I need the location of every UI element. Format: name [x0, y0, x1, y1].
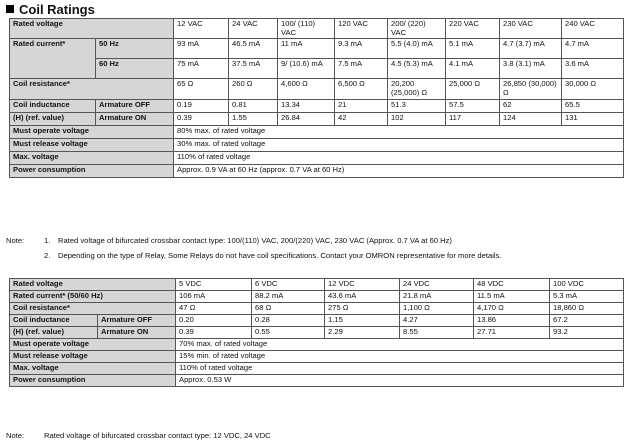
dc-voltage-cell: 5 VDC: [176, 279, 252, 291]
dc-current-cell: 21.8 mA: [400, 291, 474, 303]
dc-must-operate-label: Must operate voltage: [10, 339, 176, 351]
ac-must-operate-label: Must operate voltage: [10, 125, 174, 138]
ac-voltage-cell: 240 VAC: [562, 19, 624, 39]
ac-armature-on-cell: 0.39: [174, 112, 229, 125]
dc-coil-resistance-row: [10, 303, 624, 315]
ac-resistance-cell: 4,600 Ω: [278, 79, 335, 99]
square-bullet-icon: [6, 5, 14, 13]
ac-voltage-cell: 220 VAC: [446, 19, 500, 39]
ac-armature-off-cell: 13.34: [278, 99, 335, 112]
ac-armature-off-cell: 62: [500, 99, 562, 112]
ac-voltage-cell: 120 VAC: [335, 19, 388, 39]
ac-armature-off-cell: 65.5: [562, 99, 624, 112]
ac-resistance-cell: 30,000 Ω: [562, 79, 624, 99]
ac-current-cell: 11 mA: [278, 39, 335, 59]
ac-armature-off-cell: 57.5: [446, 99, 500, 112]
ac-current-cell: 93 mA: [174, 39, 229, 59]
note-text: Rated voltage of bifurcated crossbar contact type: 12 VDC, 24 VDC: [44, 431, 271, 440]
ac-armature-off-cell: 51.3: [388, 99, 446, 112]
note-text: Rated voltage of bifurcated crossbar contact type: 100/(110) VAC, 200/(220) VAC, 230 VAC (Approx. 0.7 VA at 60 Hz): [58, 236, 452, 245]
dc-voltage-cell: 12 VDC: [325, 279, 400, 291]
ac-current-cell: 3.8 (3.1) mA: [500, 59, 562, 79]
ac-current-cell: 5.1 mA: [446, 39, 500, 59]
dc-armature-on-row: [10, 327, 624, 339]
ac-armature-on-cell: 102: [388, 112, 446, 125]
ac-must-release-label: Must release voltage: [10, 138, 174, 151]
dc-power-label: Power consumption: [10, 375, 176, 387]
dc-armature-off-cell: 1.15: [325, 315, 400, 327]
dc-ref-label: (H) (ref. value): [10, 327, 98, 339]
ac-armature-on-label: Armature ON: [96, 112, 174, 125]
ac-inductance-label: Coil inductance: [10, 99, 96, 112]
ac-voltage-cell: 24 VAC: [229, 19, 278, 39]
dc-voltage-cell: 24 VDC: [400, 279, 474, 291]
ac-must-operate-value: 80% max. of rated voltage: [174, 125, 624, 138]
section-title: [6, 1, 95, 17]
ac-armature-off-label: Armature OFF: [96, 99, 174, 112]
dc-max-voltage-value: 110% of rated voltage: [176, 363, 624, 375]
ac-coil-resistance-label: Coil resistance*: [10, 79, 174, 99]
ac-ref-label: (H) (ref. value): [10, 112, 96, 125]
ac-armature-on-cell: 42: [335, 112, 388, 125]
dc-rated-voltage-label: Rated voltage: [10, 279, 176, 291]
dc-voltage-cell: 100 VDC: [550, 279, 624, 291]
ac-50hz-label: 50 Hz: [96, 39, 174, 59]
ac-armature-off-cell: 0.19: [174, 99, 229, 112]
ac-current-cell: 4.7 (3.7) mA: [500, 39, 562, 59]
ac-max-voltage-row: [10, 151, 624, 164]
dc-resistance-cell: 275 Ω: [325, 303, 400, 315]
dc-resistance-cell: 18,860 Ω: [550, 303, 624, 315]
dc-current-cell: 11.5 mA: [474, 291, 550, 303]
ac-resistance-cell: 6,500 Ω: [335, 79, 388, 99]
ac-current-cell: 46.5 mA: [229, 39, 278, 59]
ac-current-cell: 4.1 mA: [446, 59, 500, 79]
dc-inductance-label: Coil inductance: [10, 315, 98, 327]
ac-resistance-cell: 20,200 (25,000) Ω: [388, 79, 446, 99]
ac-rated-voltage-label: Rated voltage: [10, 19, 174, 39]
note-text: Depending on the type of Relay, Some Relays do not have coil specifications. Contact your OMRON representative for more details.: [58, 251, 502, 260]
dc-must-release-row: [10, 351, 624, 363]
dc-current-cell: 5.3 mA: [550, 291, 624, 303]
dc-armature-off-label: Armature OFF: [98, 315, 176, 327]
note-number: 2.: [44, 251, 51, 260]
ac-power-row: [10, 164, 624, 177]
dc-coil-table: [9, 278, 624, 387]
dc-armature-on-cell: 8.55: [400, 327, 474, 339]
ac-power-value: Approx. 0.9 VA at 60 Hz (approx. 0.7 VA at 60 Hz): [174, 164, 624, 177]
dc-current-cell: 106 mA: [176, 291, 252, 303]
ac-current-cell: 75 mA: [174, 59, 229, 79]
ac-armature-on-cell: 124: [500, 112, 562, 125]
dc-must-release-value: 15% min. of rated voltage: [176, 351, 624, 363]
dc-armature-off-cell: 67.2: [550, 315, 624, 327]
dc-armature-off-cell: 0.20: [176, 315, 252, 327]
dc-armature-off-row: [10, 315, 624, 327]
ac-current-cell: 3.6 mA: [562, 59, 624, 79]
dc-rated-current-label: Rated current* (50/60 Hz): [10, 291, 176, 303]
ac-must-release-value: 30% max. of rated voltage: [174, 138, 624, 151]
dc-armature-on-cell: 0.39: [176, 327, 252, 339]
ac-armature-on-cell: 117: [446, 112, 500, 125]
ac-resistance-cell: 65 Ω: [174, 79, 229, 99]
dc-armature-off-cell: 13.86: [474, 315, 550, 327]
ac-armature-off-cell: 21: [335, 99, 388, 112]
dc-armature-on-label: Armature ON: [98, 327, 176, 339]
ac-armature-on-cell: 131: [562, 112, 624, 125]
ac-60hz-label: 60 Hz: [96, 59, 174, 79]
ac-resistance-cell: 260 Ω: [229, 79, 278, 99]
dc-armature-off-cell: 4.27: [400, 315, 474, 327]
ac-voltage-cell: 230 VAC: [500, 19, 562, 39]
ac-current-cell: 7.5 mA: [335, 59, 388, 79]
ac-voltage-cell: 12 VAC: [174, 19, 229, 39]
ac-resistance-cell: 25,000 Ω: [446, 79, 500, 99]
ac-current-cell: 4.7 mA: [562, 39, 624, 59]
ac-coil-table: [9, 18, 624, 178]
dc-max-voltage-label: Max. voltage: [10, 363, 176, 375]
dc-resistance-cell: 1,100 Ω: [400, 303, 474, 315]
title-text: Coil Ratings: [19, 1, 95, 17]
ac-current-cell: 9/ (10.6) mA: [278, 59, 335, 79]
ac-current-50hz-row: [10, 39, 624, 59]
ac-resistance-cell: 26,850 (30,000) Ω: [500, 79, 562, 99]
ac-must-release-row: [10, 138, 624, 151]
ac-armature-off-row: [10, 99, 624, 112]
dc-current-cell: 43.6 mA: [325, 291, 400, 303]
ac-current-60hz-row: [10, 59, 624, 79]
note-number: 1.: [44, 236, 51, 245]
ac-current-cell: 4.5 (5.3) mA: [388, 59, 446, 79]
ac-max-voltage-label: Max. voltage: [10, 151, 174, 164]
ac-voltage-cell: 100/ (110) VAC: [278, 19, 335, 39]
dc-resistance-cell: 4,170 Ω: [474, 303, 550, 315]
dc-resistance-cell: 47 Ω: [176, 303, 252, 315]
ac-coil-resistance-row: [10, 79, 624, 99]
dc-current-cell: 88.2 mA: [252, 291, 325, 303]
ac-armature-off-cell: 0.81: [229, 99, 278, 112]
note-label: Note:: [6, 431, 25, 440]
dc-must-operate-row: [10, 339, 624, 351]
ac-armature-on-row: [10, 112, 624, 125]
dc-armature-off-cell: 0.28: [252, 315, 325, 327]
ac-current-cell: 37.5 mA: [229, 59, 278, 79]
ac-power-label: Power consumption: [10, 164, 174, 177]
dc-resistance-cell: 68 Ω: [252, 303, 325, 315]
ac-rated-voltage-row: [10, 19, 624, 39]
note-label: Note:: [6, 236, 25, 245]
dc-rated-voltage-row: [10, 279, 624, 291]
ac-armature-on-cell: 26.84: [278, 112, 335, 125]
ac-current-cell: 9.3 mA: [335, 39, 388, 59]
dc-voltage-cell: 48 VDC: [474, 279, 550, 291]
dc-voltage-cell: 6 VDC: [252, 279, 325, 291]
dc-rated-current-row: [10, 291, 624, 303]
dc-armature-on-cell: 27.71: [474, 327, 550, 339]
dc-power-row: [10, 375, 624, 387]
dc-coil-resistance-label: Coil resistance*: [10, 303, 176, 315]
ac-current-cell: 5.5 (4.0) mA: [388, 39, 446, 59]
dc-armature-on-cell: 93.2: [550, 327, 624, 339]
dc-must-release-label: Must release voltage: [10, 351, 176, 363]
dc-must-operate-value: 70% max. of rated voltage: [176, 339, 624, 351]
ac-max-voltage-value: 110% of rated voltage: [174, 151, 624, 164]
dc-power-value: Approx. 0.53 W: [176, 375, 624, 387]
ac-armature-on-cell: 1.55: [229, 112, 278, 125]
ac-rated-current-label: Rated current*: [10, 39, 96, 79]
ac-must-operate-row: [10, 125, 624, 138]
dc-max-voltage-row: [10, 363, 624, 375]
ac-voltage-cell: 200/ (220) VAC: [388, 19, 446, 39]
dc-armature-on-cell: 2.29: [325, 327, 400, 339]
dc-armature-on-cell: 0.55: [252, 327, 325, 339]
